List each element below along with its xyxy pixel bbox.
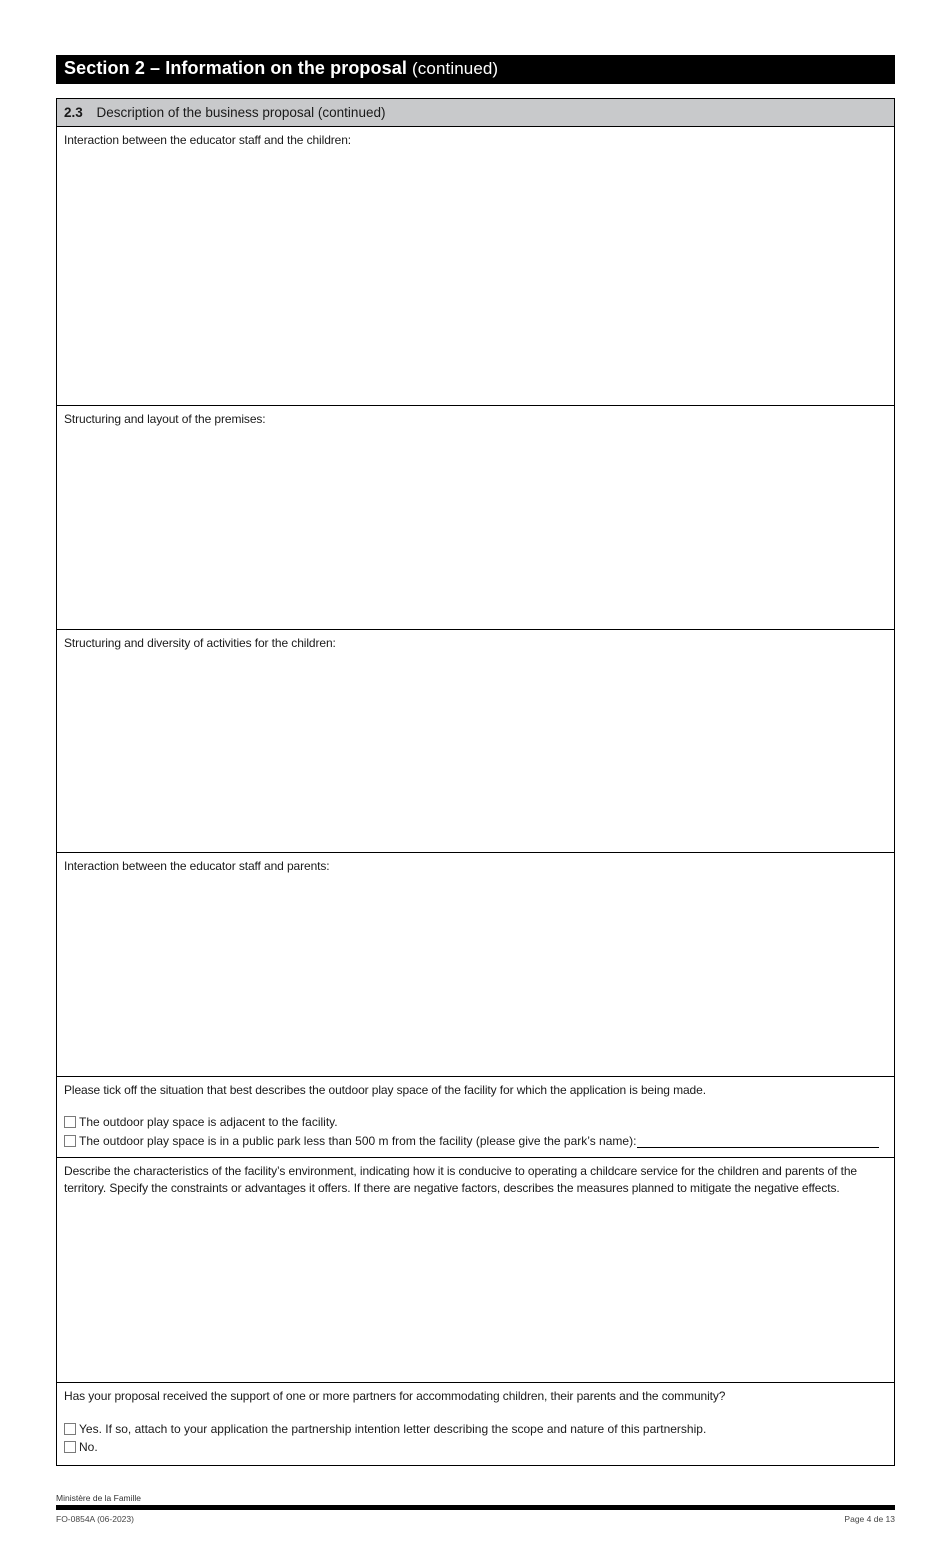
partners-field bbox=[56, 1382, 895, 1466]
footer-page-number: Page 4 de 13 bbox=[844, 1514, 895, 1524]
interaction-children-textarea[interactable] bbox=[61, 151, 890, 401]
adjacent-checkbox[interactable] bbox=[64, 1116, 76, 1128]
adjacent-label: The outdoor play space is adjacent to the facility. bbox=[79, 1115, 338, 1129]
interaction-children-field bbox=[56, 127, 895, 406]
environment-label: Describe the characteristics of the facility’s environment, indicating how it is conducive to operating a childcare service for the children and parents of the territory. Specify the constraints or advantages it offers. If there are negative factors, describes the measures planned to mitigate the negative effects. bbox=[64, 1164, 857, 1195]
premises-label: Structuring and layout of the premises: bbox=[64, 412, 266, 426]
partners-option-yes bbox=[64, 1422, 706, 1436]
premises-field bbox=[56, 405, 895, 630]
outdoor-space-field bbox=[56, 1076, 895, 1158]
environment-field bbox=[56, 1157, 895, 1383]
interaction-children-label: Interaction between the educator staff and the children: bbox=[64, 133, 352, 147]
activities-label: Structuring and diversity of activities for the children: bbox=[64, 636, 336, 650]
park-label: The outdoor play space is in a public park less than 500 m from the facility (please give the park’s name): bbox=[79, 1133, 637, 1148]
footer-form-code: FO-0854A (06-2023) bbox=[56, 1514, 134, 1524]
yes-checkbox[interactable] bbox=[64, 1423, 76, 1435]
activities-field bbox=[56, 629, 895, 853]
subsection-number: 2.3 bbox=[64, 105, 83, 120]
partners-question: Has your proposal received the support of one or more partners for accommodating children, their parents and the community? bbox=[64, 1389, 726, 1403]
outdoor-option-park bbox=[64, 1133, 879, 1148]
outdoor-question: Please tick off the situation that best describes the outdoor play space of the facility for which the application is being made. bbox=[64, 1083, 706, 1097]
no-checkbox[interactable] bbox=[64, 1441, 76, 1453]
interaction-parents-label: Interaction between the educator staff and parents: bbox=[64, 859, 330, 873]
footer-organization: Ministère de la Famille bbox=[56, 1493, 142, 1503]
yes-label: Yes. If so, attach to your application the partnership intention letter describing the scope and nature of this partnership. bbox=[79, 1422, 707, 1436]
section-continued: (continued) bbox=[412, 59, 499, 78]
park-name-input[interactable] bbox=[637, 1133, 879, 1148]
subsection-header bbox=[56, 98, 895, 127]
interaction-parents-field bbox=[56, 852, 895, 1077]
outdoor-option-adjacent bbox=[64, 1115, 338, 1129]
environment-textarea[interactable] bbox=[61, 1200, 890, 1378]
no-label: No. bbox=[79, 1440, 98, 1454]
section-title: Section 2 – Information on the proposal bbox=[64, 58, 407, 78]
park-checkbox[interactable] bbox=[64, 1135, 76, 1147]
interaction-parents-textarea[interactable] bbox=[61, 877, 890, 1072]
partners-option-no bbox=[64, 1440, 98, 1454]
section-header bbox=[56, 55, 895, 84]
premises-textarea[interactable] bbox=[61, 430, 890, 625]
subsection-title: Description of the business proposal (continued) bbox=[96, 105, 386, 120]
footer-divider bbox=[56, 1505, 895, 1510]
activities-textarea[interactable] bbox=[61, 654, 890, 848]
